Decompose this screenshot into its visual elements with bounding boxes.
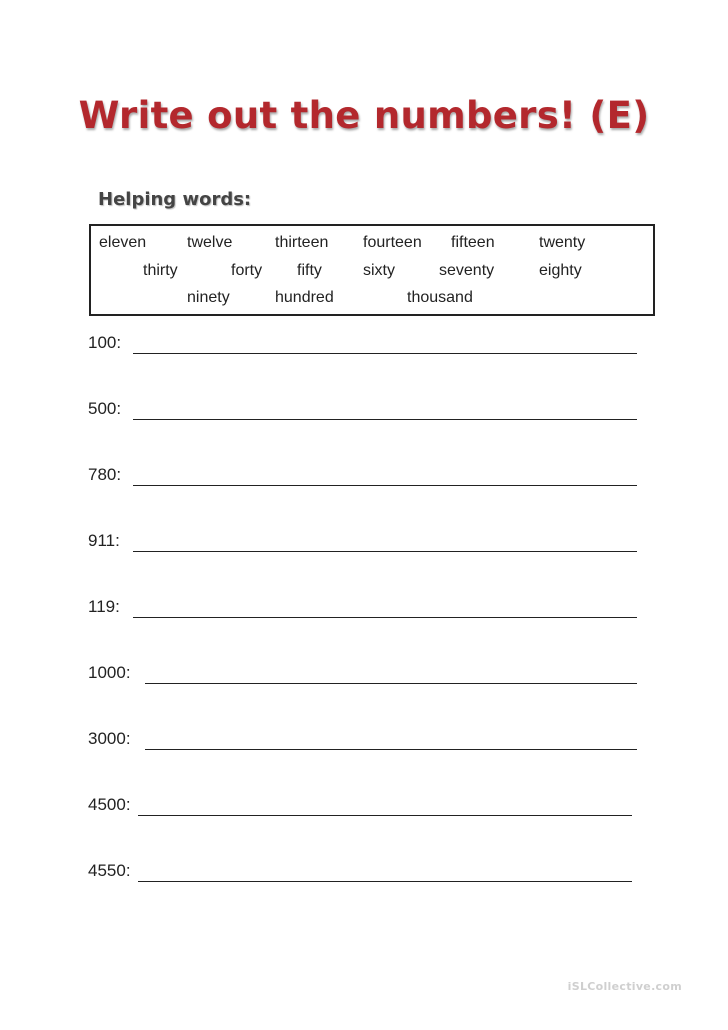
helping-words-box (89, 224, 655, 316)
helping-word: eighty (539, 262, 582, 279)
helping-word: twelve (187, 234, 233, 251)
answer-line[interactable] (133, 419, 637, 420)
exercise-number: 500: (88, 399, 122, 418)
watermark-text: iSLCollective.com (567, 980, 682, 993)
helping-words-heading: Helping words: (98, 189, 252, 210)
exercise-number: 3000: (88, 729, 131, 748)
helping-word: forty (231, 262, 263, 279)
worksheet-title: Write out the numbers! (E) (78, 94, 650, 137)
helping-word: fifteen (451, 234, 495, 251)
answer-line[interactable] (133, 485, 637, 486)
exercise-number: 1000: (88, 663, 131, 682)
answer-line[interactable] (145, 749, 637, 750)
answer-line[interactable] (138, 881, 632, 882)
helping-word: eleven (99, 234, 147, 251)
exercise-number: 119: (88, 597, 120, 616)
helping-word: twenty (539, 234, 586, 251)
exercise-number: 911: (88, 531, 120, 550)
answer-line[interactable] (133, 353, 637, 354)
helping-word: sixty (363, 262, 395, 279)
helping-word: fifty (297, 262, 322, 279)
helping-word: ninety (187, 289, 230, 306)
helping-word: fourteen (363, 234, 422, 251)
answer-line[interactable] (145, 683, 637, 684)
exercise-number: 100: (88, 333, 122, 352)
helping-word: hundred (275, 289, 334, 306)
answer-line[interactable] (133, 617, 637, 618)
helping-word: thirteen (275, 234, 329, 251)
exercise-number: 780: (88, 465, 122, 484)
helping-word: thousand (407, 289, 473, 306)
exercise-number: 4550: (88, 861, 131, 880)
answer-line[interactable] (133, 551, 637, 552)
helping-word: thirty (143, 262, 178, 279)
exercise-number: 4500: (88, 795, 131, 814)
helping-word: seventy (439, 262, 495, 279)
answer-line[interactable] (138, 815, 632, 816)
